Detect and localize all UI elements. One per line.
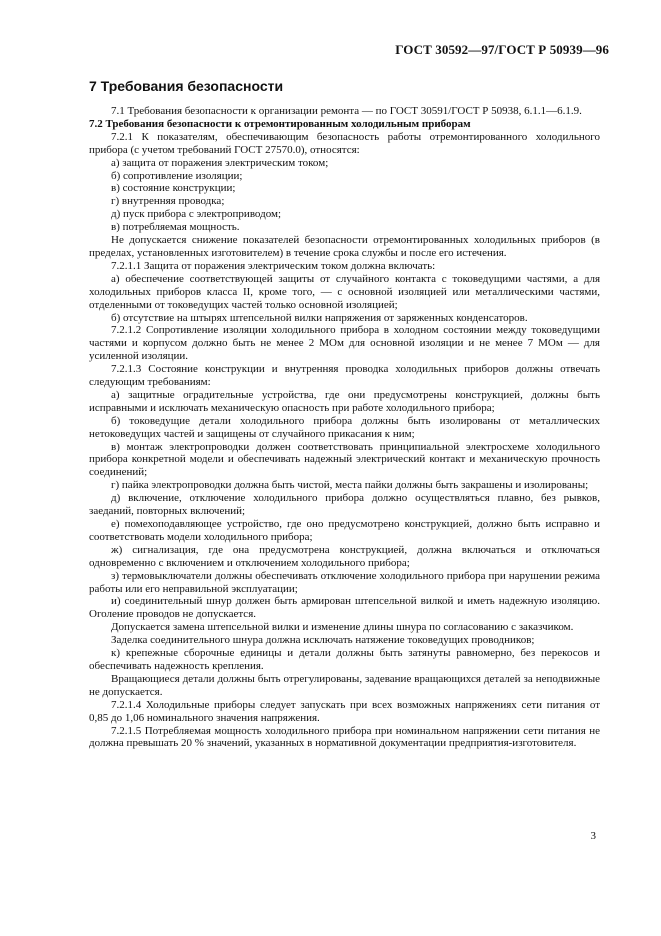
page-number: 3 <box>590 830 596 842</box>
list-item: б) отсутствие на штырях штепсельной вилки напряжения от заряженных конденсаторов. <box>111 311 528 324</box>
paragraph: Не допускается снижение показателей безопасности отремонтированных холодильных приборов (в пределах, установленных изготовителем) в течение срока службы и после его истечения. <box>89 234 600 259</box>
list-item: б) токоведущие детали холодильного прибора должны быть изолированы от металлических нетоковедущих частей и защищены от случайного прикасания к ним; <box>89 414 600 440</box>
list-item: в) состояние конструкции; <box>111 182 236 195</box>
paragraph: 7.2.1.3 Состояние конструкции и внутренняя проводка холодильных приборов должны отвечать следующим требованиям: <box>89 363 600 389</box>
paragraph: 7.2.1 К показателям, обеспечивающим безопасность работы отремонтированного холодильного прибора (с учетом требований ГОСТ 27570.0), относятся: <box>89 130 600 156</box>
subsection-title: 7.2 Требования безопасности к отремонтированным холодильным приборам <box>89 117 471 130</box>
document-body <box>89 105 600 750</box>
paragraph: Вращающиеся детали должны быть отрегулированы, задевание вращающихся деталей за неподвижные не допускается. <box>89 672 600 698</box>
paragraph: Заделка соединительного шнура должна исключать натяжение токоведущих проводников; <box>111 634 535 647</box>
section-title: 7 Требования безопасности <box>89 78 284 94</box>
list-item: в) потребляемая мощность. <box>111 221 240 234</box>
list-item: а) защитные оградительные устройства, где они предусмотрены конструкцией, должны быть исправными и исключать механическую опасность при работе холодильного прибора; <box>89 388 600 414</box>
list-item: б) сопротивление изоляции; <box>111 169 243 182</box>
list-item: к) крепежные сборочные единицы и детали должны быть затянуты равномерно, без перекосов и обеспечивать надежность крепления. <box>89 647 600 672</box>
list-item: ж) сигнализация, где она предусмотрена конструкцией, должна включаться и отключаться одновременно с включением и отключением холодильного прибора; <box>89 543 600 569</box>
list-item: д) пуск прибора с электроприводом; <box>111 208 282 221</box>
list-item: а) обеспечение соответствующей защиты от случайного контакта с токоведущими частями, а для холодильных приборов класса II, кроме того, — с основной изоляцией или металлическими частями, отделенными от токоведущих частей только основной изоляцией; <box>89 272 600 311</box>
document-header: ГОСТ 30592—97/ГОСТ Р 50939—96 <box>395 42 609 57</box>
list-item: е) помехоподавляющее устройство, где оно предусмотрено конструкцией, должно быть исправно и соответствовать модели холодильного прибора; <box>89 518 600 543</box>
list-item: г) внутренняя проводка; <box>111 195 225 208</box>
paragraph: 7.2.1.5 Потребляемая мощность холодильного прибора при номинальном напряжении сети питания не должна превышать 20 % значений, указанных в нормативной документации предприятия-изготовителя. <box>89 724 600 750</box>
paragraph: Допускается замена штепсельной вилки и изменение длины шнура по согласованию с заказчиком. <box>111 621 574 634</box>
paragraph: 7.2.1.1 Защита от поражения электрическим током должна включать: <box>111 259 436 272</box>
list-item: и) соединительный шнур должен быть армирован штепсельной вилкой и иметь надежную изоляцию. Оголение проводов не допускается. <box>89 595 600 621</box>
paragraph: 7.1 Требования безопасности к организации ремонта — по ГОСТ 30591/ГОСТ Р 50938, 6.1.1—6.1.9. <box>111 105 582 117</box>
list-item: в) монтаж электропроводки должен соответствовать принципиальной электросхеме холодильного прибора конкретной модели и обеспечивать надежный электрический контакт и механическую прочность соединений; <box>89 440 600 479</box>
list-item: г) пайка электропроводки должна быть чистой, места пайки должны быть закрашены и изолированы; <box>111 479 589 492</box>
paragraph: 7.2.1.2 Сопротивление изоляции холодильного прибора в холодном состоянии между токоведущими частями и корпусом должно быть не менее 2 МОм для основной изоляции и не менее 7 МОм — для усиленной изоляции. <box>89 324 600 363</box>
paragraph: 7.2.1.4 Холодильные приборы следует запускать при всех возможных напряжениях сети питания от 0,85 до 1,06 номинального значения напряжения. <box>89 698 600 724</box>
list-item: а) защита от поражения электрическим током; <box>111 156 329 169</box>
list-item: д) включение, отключение холодильного прибора должно осуществляться плавно, без рывков, заеданий, повторных включений; <box>89 492 600 518</box>
list-item: з) термовыключатели должны обеспечивать отключение холодильного прибора при нарушении режима работы или его неправильной эксплуатации; <box>89 569 600 595</box>
